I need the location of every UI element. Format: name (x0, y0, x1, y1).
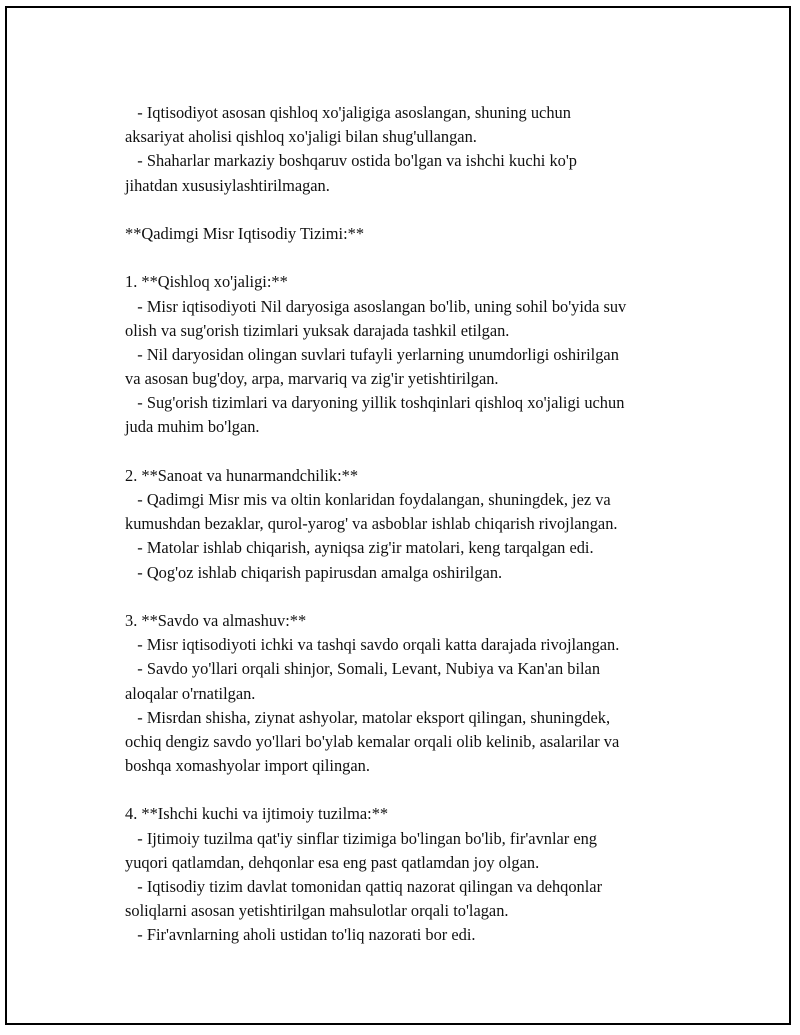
text-line: kumushdan bezaklar, qurol-yarog' va asboblar ishlab chiqarish rivojlangan. (125, 514, 618, 534)
text-line: soliqlarni asosan yetishtirilgan mahsulotlar orqali to'lagan. (125, 901, 509, 921)
blank-line (125, 440, 705, 464)
text-line: ochiq dengiz savdo yo'llari bo'ylab kemalar orqali olib kelinib, asalarilar va (125, 731, 620, 751)
text-line: - Matolar ishlab chiqarish, ayniqsa zig'ir matolari, keng tarqalgan edi. (125, 538, 594, 558)
text-line: - Shaharlar markaziy boshqaruv ostida bo'lgan va ishchi kuchi ko'p (125, 151, 577, 171)
text-line: - Misr iqtisodiyoti ichki va tashqi savdo orqali katta darajada rivojlangan. (125, 635, 620, 655)
text-line: - Sug'orish tizimlari va daryoning yillik toshqinlari qishloq xo'jaligi uchun (125, 393, 625, 413)
text-line: - Qog'oz ishlab chiqarish papirusdan amalga oshirilgan. (125, 562, 503, 582)
text-line: - Qadimgi Misr mis va oltin konlaridan foydalangan, shuningdek, jez va (125, 490, 611, 509)
blank-line (125, 246, 705, 270)
text-line: - Ijtimoiy tuzilma qat'iy sinflar tizimiga bo'lingan bo'lib, fir'avnlar eng (125, 828, 598, 848)
text-line: aksariyat aholisi qishloq xo'jaligi bilan shug'ullangan. (125, 127, 477, 147)
list-heading: 2. **Sanoat va hunarmandchilik:** (125, 465, 359, 485)
text-line: - Nil daryosidan olingan suvlari tufayli yerlarning unumdorligi oshirilgan (125, 344, 619, 364)
section-heading: **Qadimgi Misr Iqtisodiy Tizimi:** (125, 223, 365, 243)
text-line: aloqalar o'rnatilgan. (125, 683, 256, 703)
blank-line (125, 198, 705, 222)
list-heading: 3. **Savdo va almashuv:** (125, 610, 307, 630)
text-line: va asosan bug'doy, arpa, marvariq va zig'ir yetishtirilgan. (125, 369, 499, 389)
blank-line (125, 778, 705, 802)
list-heading: 4. **Ishchi kuchi va ijtimoiy tuzilma:** (125, 804, 389, 824)
list-heading: 1. **Qishloq xo'jaligi:** (125, 272, 288, 292)
text-line: - Iqtisodiy tizim davlat tomonidan qattiq nazorat qilingan va dehqonlar (125, 877, 603, 896)
text-line: - Misrdan shisha, ziynat ashyolar, matolar eksport qilingan, shuningdek, (125, 707, 611, 727)
text-line: - Fir'avnlarning aholi ustidan to'liq nazorati bor edi. (125, 925, 476, 945)
text-line: - Misr iqtisodiyoti Nil daryosiga asoslangan bo'lib, uning sohil bo'yida suv (125, 296, 627, 316)
blank-line (125, 585, 705, 609)
text-line: jihatdan xususiylashtirilmagan. (125, 175, 330, 195)
page-frame (5, 6, 791, 1025)
text-line: yuqori qatlamdan, dehqonlar esa eng past qatlamdan joy olgan. (125, 852, 540, 872)
text-line: juda muhim bo'lgan. (125, 417, 260, 437)
text-line: - Savdo yo'llari orqali shinjor, Somali, Levant, Nubiya va Kan'an bilan (125, 659, 601, 679)
text-line: - Iqtisodiyot asosan qishloq xo'jaligiga asoslangan, shuning uchun (125, 103, 571, 122)
text-line: boshqa xomashyolar import qilingan. (125, 756, 370, 776)
document-body (125, 101, 705, 948)
text-line: olish va sug'orish tizimlari yuksak darajada tashkil etilgan. (125, 320, 510, 340)
